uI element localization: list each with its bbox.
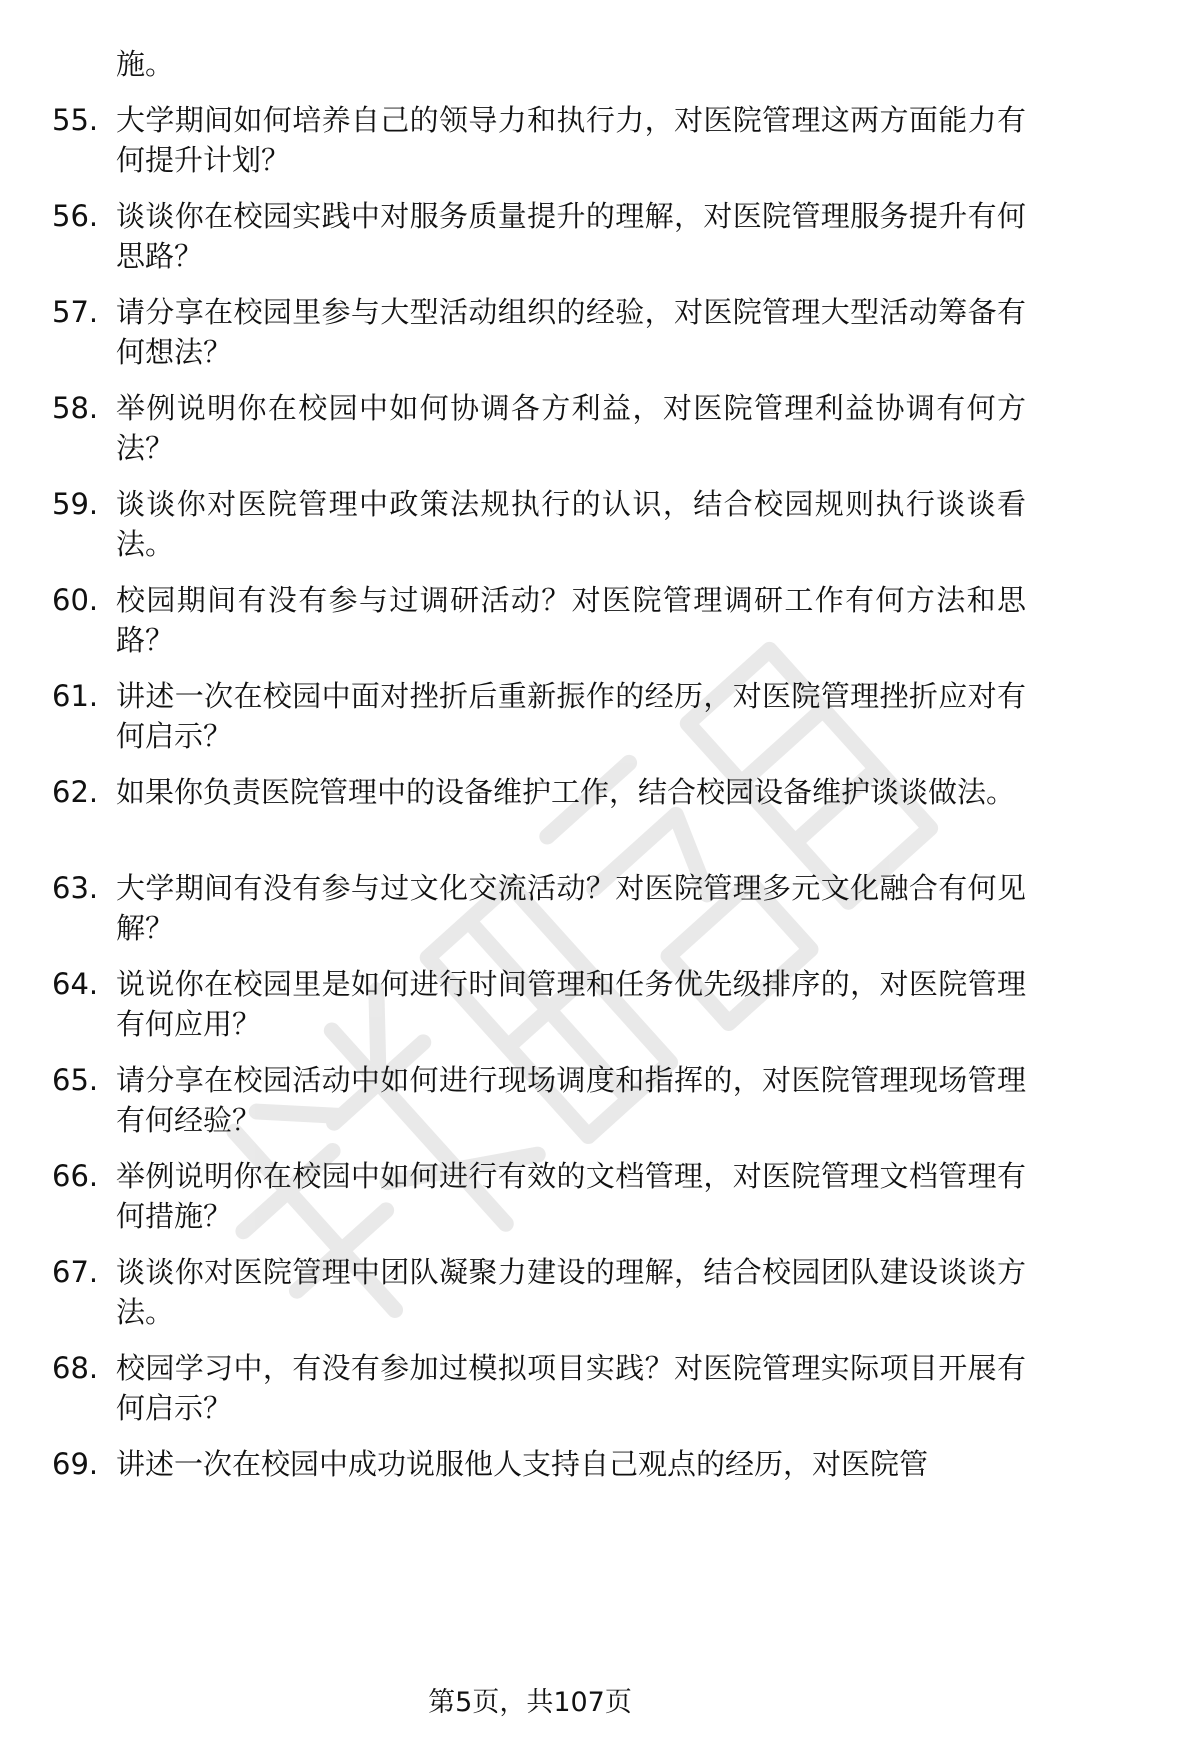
question-text: 大学期间如何培养自己的领导力和执行力，对医院管理这两方面能力有何提升计划？ bbox=[116, 103, 1026, 177]
question-number: 67. bbox=[52, 1255, 99, 1289]
question-number: 66. bbox=[52, 1159, 99, 1193]
question-number: 62. bbox=[52, 775, 99, 809]
list-item bbox=[0, 964, 1060, 1060]
question-list bbox=[0, 100, 1060, 1540]
list-item bbox=[0, 1444, 1060, 1540]
list-item bbox=[0, 100, 1060, 196]
list-item bbox=[0, 1348, 1060, 1444]
question-text: 举例说明你在校园中如何协调各方利益，对医院管理利益协调有何方法？ bbox=[116, 391, 1026, 465]
question-text: 请分享在校园活动中如何进行现场调度和指挥的，对医院管理现场管理有何经验？ bbox=[116, 1063, 1026, 1137]
question-text: 说说你在校园里是如何进行时间管理和任务优先级排序的，对医院管理有何应用？ bbox=[116, 967, 1026, 1041]
list-item bbox=[0, 868, 1060, 964]
page-footer: 第5页，共107页 bbox=[428, 1687, 632, 1718]
question-text: 谈谈你在校园实践中对服务质量提升的理解，对医院管理服务提升有何思路？ bbox=[116, 199, 1026, 273]
list-item bbox=[0, 196, 1060, 292]
question-text: 大学期间有没有参与过文化交流活动？对医院管理多元文化融合有何见解？ bbox=[116, 871, 1026, 945]
question-number: 58. bbox=[52, 391, 99, 425]
question-number: 68. bbox=[52, 1351, 99, 1385]
question-number: 55. bbox=[52, 103, 99, 137]
question-number: 64. bbox=[52, 967, 99, 1001]
list-item bbox=[0, 676, 1060, 772]
list-item bbox=[0, 772, 1060, 868]
list-item bbox=[0, 484, 1060, 580]
question-number: 57. bbox=[52, 295, 99, 329]
question-number: 61. bbox=[52, 679, 99, 713]
question-text: 举例说明你在校园中如何进行有效的文档管理，对医院管理文档管理有何措施？ bbox=[116, 1159, 1026, 1233]
list-item bbox=[0, 1060, 1060, 1156]
list-item bbox=[0, 388, 1060, 484]
question-text: 如果你负责医院管理中的设备维护工作，结合校园设备维护谈谈做法。 bbox=[116, 775, 1016, 809]
question-number: 60. bbox=[52, 583, 99, 617]
question-text: 校园学习中，有没有参加过模拟项目实践？对医院管理实际项目开展有何启示？ bbox=[116, 1351, 1026, 1425]
list-item bbox=[0, 580, 1060, 676]
question-number: 56. bbox=[52, 199, 99, 233]
question-number: 59. bbox=[52, 487, 99, 521]
question-text: 讲述一次在校园中成功说服他人支持自己观点的经历，对医院管 bbox=[116, 1447, 929, 1481]
question-text: 谈谈你对医院管理中团队凝聚力建设的理解，结合校园团队建设谈谈方法。 bbox=[116, 1255, 1026, 1329]
carry-over-text: 施。 bbox=[116, 47, 175, 81]
list-item bbox=[0, 292, 1060, 388]
question-number: 63. bbox=[52, 871, 99, 905]
question-text: 请分享在校园里参与大型活动组织的经验，对医院管理大型活动筹备有何想法？ bbox=[116, 295, 1026, 369]
question-text: 谈谈你对医院管理中政策法规执行的认识，结合校园规则执行谈谈看法。 bbox=[116, 487, 1026, 561]
list-item bbox=[0, 1156, 1060, 1252]
list-item bbox=[0, 1252, 1060, 1348]
question-number: 65. bbox=[52, 1063, 99, 1097]
question-number: 69. bbox=[52, 1447, 99, 1481]
question-text: 校园期间有没有参与过调研活动？对医院管理调研工作有何方法和思路？ bbox=[116, 583, 1026, 657]
question-text: 讲述一次在校园中面对挫折后重新振作的经历，对医院管理挫折应对有何启示？ bbox=[116, 679, 1026, 753]
